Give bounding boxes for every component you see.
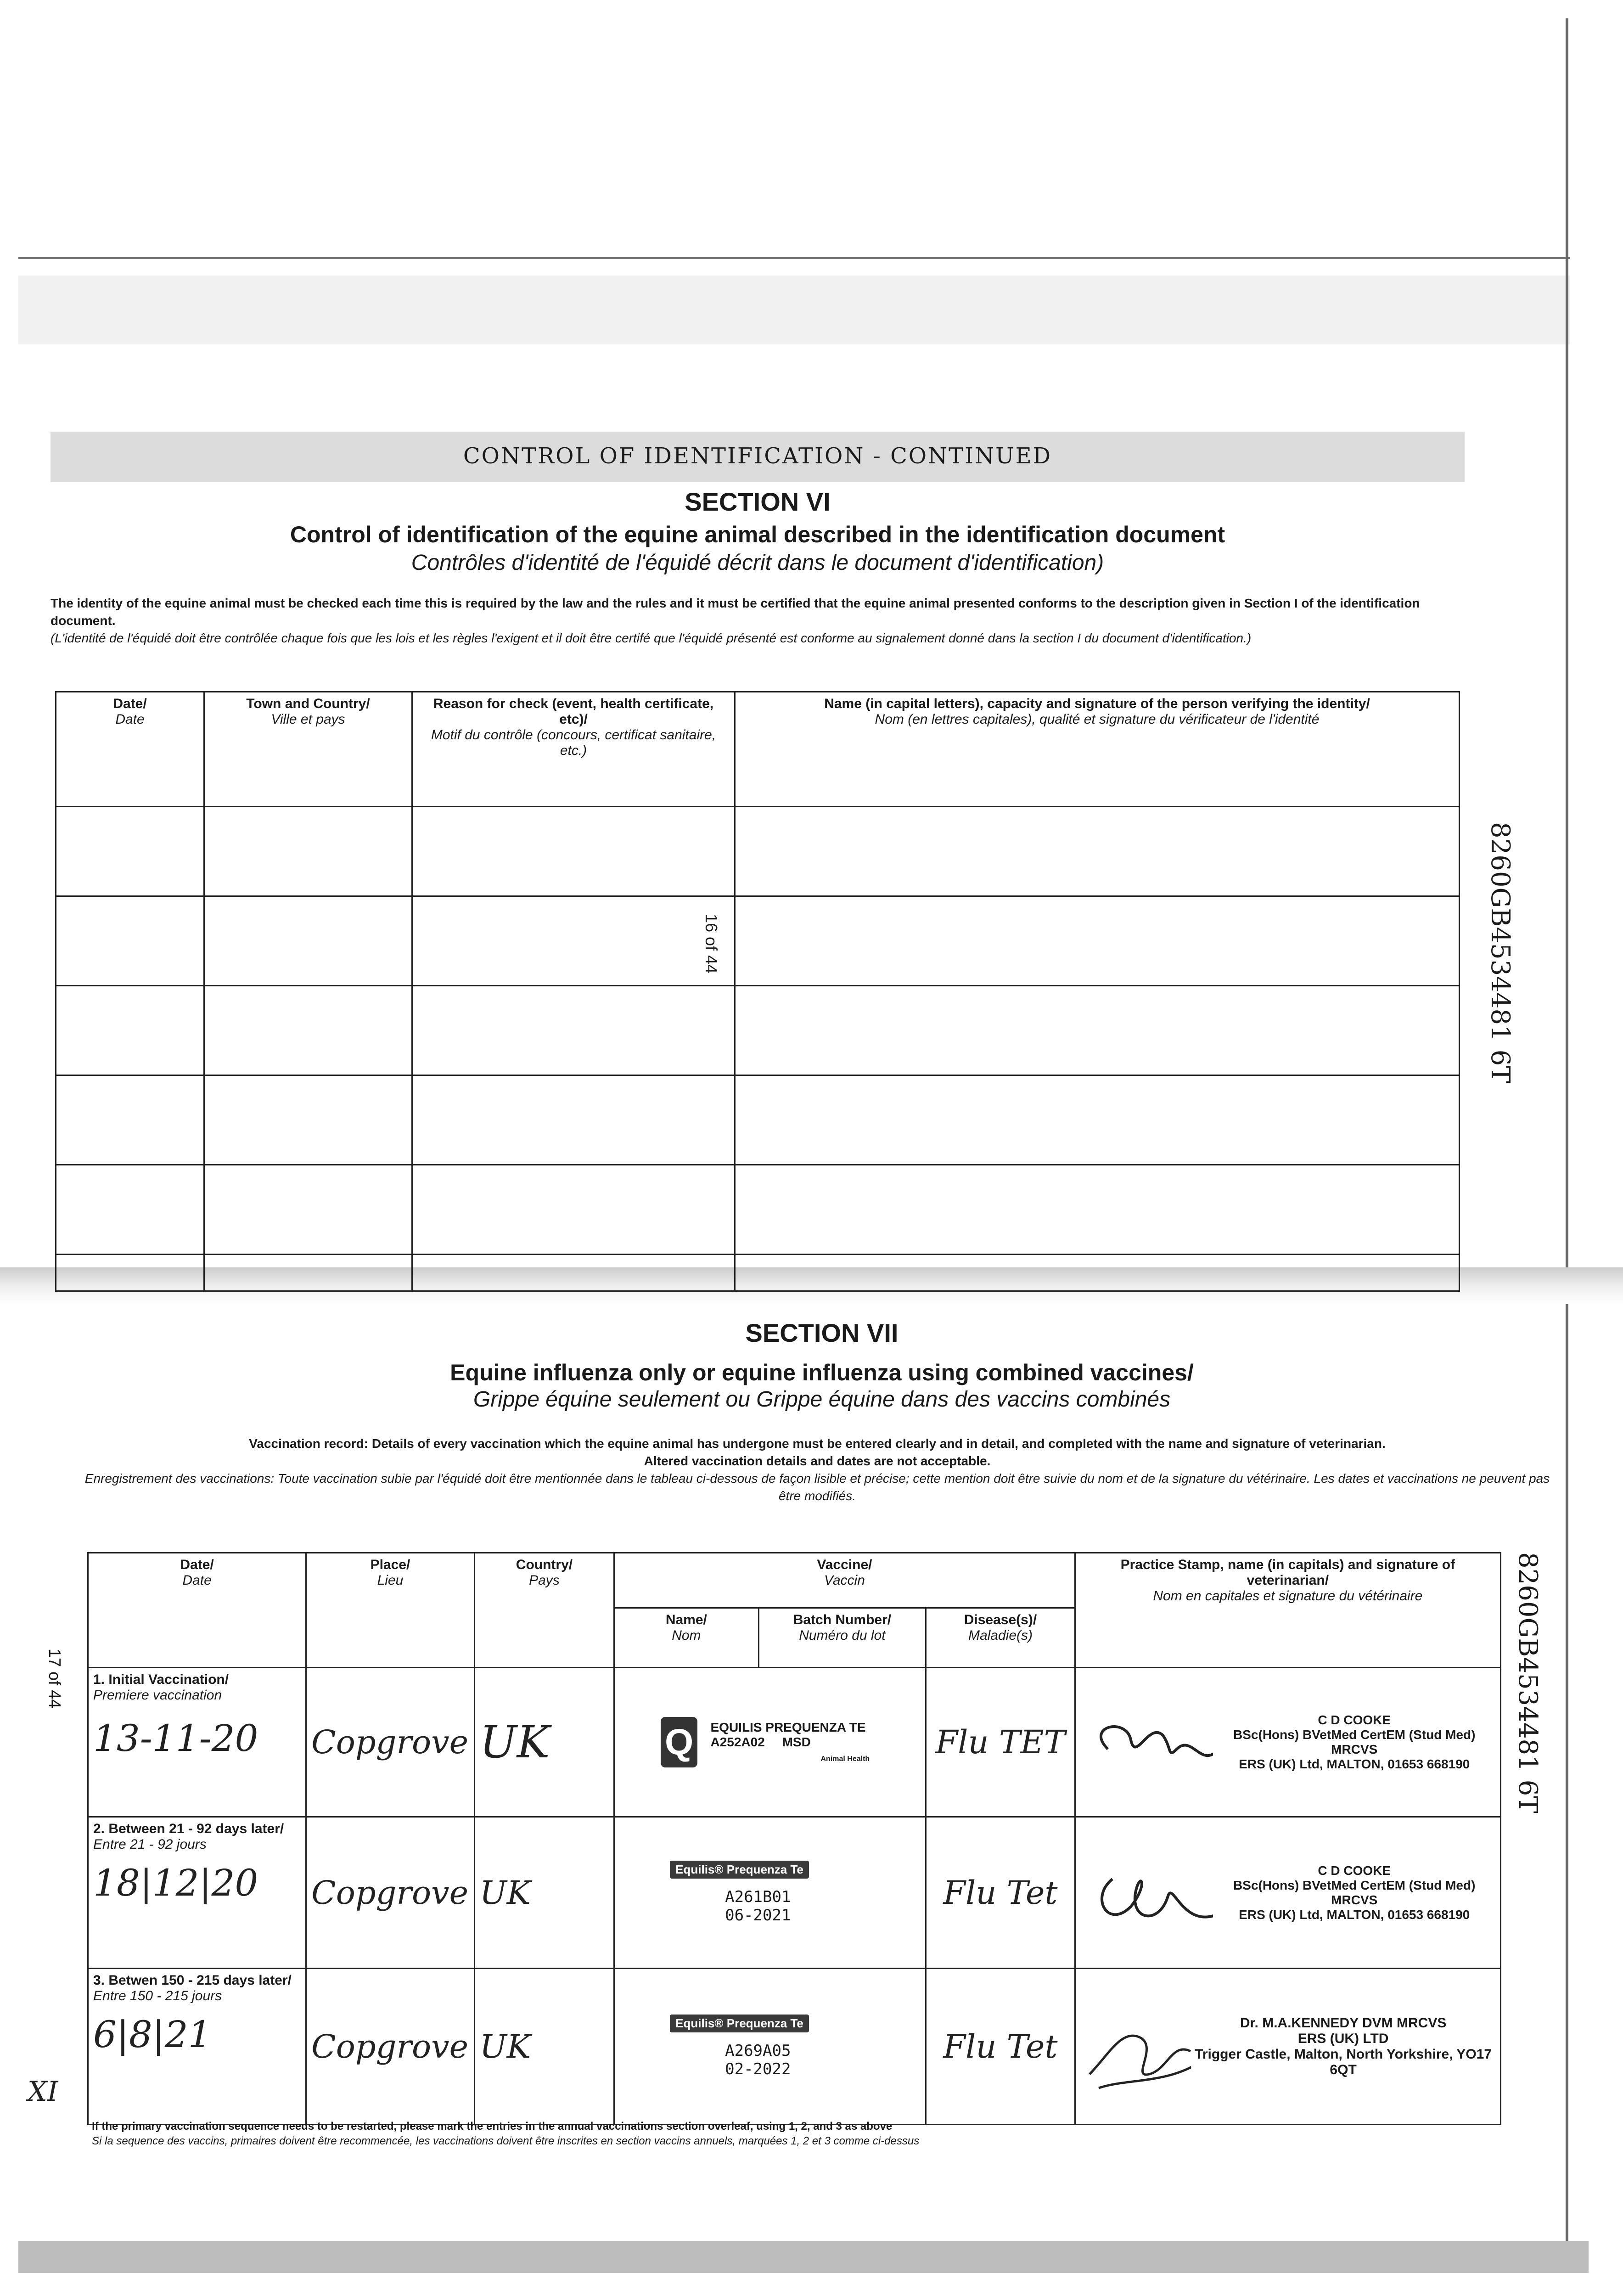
vacc-row-2-country: UK bbox=[479, 1874, 531, 1912]
vacc-row-1-stamp-name: C D COOKE bbox=[1318, 1713, 1391, 1727]
document-id-lower-text: 8260GB4534481 6T bbox=[1513, 1552, 1543, 1813]
vacc-row-2-stamp-name: C D COOKE bbox=[1318, 1863, 1391, 1878]
vacc-row-1-disease: Flu TET bbox=[935, 1723, 1066, 1761]
footer-fr: Si la sequence des vaccins, primaires doivent être recommencée, les vaccinations doivent être inscrites en section vaccins annuels, marquées 1, 2 et 3 comme ci-dessus bbox=[92, 2135, 920, 2147]
vacc-row-3-label: 3. Betwen 150 - 215 days later/ Entre 150 - 215 jours bbox=[93, 1973, 292, 2003]
vacc-row-3-stamp-line3: Trigger Castle, Malton, North Yorkshire, YO17 6QT bbox=[1195, 2046, 1492, 2077]
col-practice-stamp: Practice Stamp, name (in capitals) and signature of veterinarian/ Nom en capitales et signature du vétérinaire bbox=[1075, 1553, 1500, 1668]
vacc-row-3-place: Copgrove bbox=[311, 2027, 469, 2065]
identity-row-2 bbox=[56, 896, 1460, 986]
col-place: Place/ Lieu bbox=[306, 1553, 475, 1668]
identity-row-3 bbox=[56, 986, 1460, 1075]
vacc-row-2-country-cell bbox=[474, 1817, 614, 1969]
footer-en: If the primary vaccination sequence needs to be restarted, please mark the entries in the annual vaccinations section overleaf, using 1, 2, and 3 as above bbox=[92, 2120, 893, 2133]
identity-row-4 bbox=[56, 1075, 1460, 1165]
vacc-row-1-country-cell bbox=[474, 1668, 614, 1817]
col-vacc-date: Date/ Date bbox=[88, 1553, 306, 1668]
vacc-row-1-stamp-cell bbox=[1075, 1668, 1500, 1817]
signature-kennedy bbox=[1080, 2001, 1191, 2093]
signature-cooke-2 bbox=[1080, 1851, 1213, 1934]
document-id-upper bbox=[1485, 822, 1515, 1083]
col-disease: Disease(s)/ Maladie(s) bbox=[926, 1608, 1075, 1668]
vacc-row-2-vaccine-name: Equilis® Prequenza Te bbox=[670, 1861, 809, 1879]
page-number-17-text: 17 of 44 bbox=[45, 1649, 64, 1709]
vacc-row-1-place-cell bbox=[306, 1668, 475, 1817]
section6-subtitle-en: Control of identification of the equine animal described in the identification document bbox=[290, 522, 1225, 547]
col-reason: Reason for check (event, health certificate, etc)/ Motif du contrôle (concours, certificat sanitaire, etc.) bbox=[412, 692, 735, 807]
section6-note bbox=[51, 595, 1465, 647]
vacc-row-2-date-cell bbox=[88, 1817, 306, 1969]
section6-note-fr: (L'identité de l'équidé doit être contrôlée chaque fois que les lois et les règles l'exigent et il doit être certifé que l'équidé présenté est conforme au signalement donné dans la section I du document d'identification.) bbox=[51, 631, 1252, 645]
vacc-row-3-stamp-name: Dr. M.A.KENNEDY DVM MRCVS bbox=[1240, 2015, 1447, 2031]
section6-subtitle-fr: Contrôles d'identité de l'équidé décrit dans le document d'identification) bbox=[411, 551, 1104, 575]
section7-note-en-1: Vaccination record: Details of every vaccination which the equine animal has undergone must be entered clearly and in detail, and completed with the name and signature of veterinarian. bbox=[249, 1436, 1386, 1451]
vacc-row-2-place-cell bbox=[306, 1817, 475, 1969]
vacc-row-3-batch: A269A05 bbox=[725, 2042, 791, 2060]
vacc-row-1-label-sticker bbox=[614, 1668, 926, 1817]
vacc-row-1-date-cell bbox=[88, 1668, 306, 1817]
col-date: Date/ Date bbox=[56, 692, 204, 807]
vacc-row-1-place: Copgrove bbox=[311, 1723, 469, 1761]
document-id-upper-text: 8260GB4534481 6T bbox=[1485, 822, 1515, 1083]
vacc-row-3-stamp-cell bbox=[1075, 1969, 1500, 2125]
signature-cooke-1 bbox=[1080, 1708, 1213, 1777]
col-vaccine: Vaccine/ Vaccin bbox=[614, 1553, 1075, 1608]
vacc-row-1-batch: A252A02 bbox=[710, 1735, 765, 1749]
vacc-row-1-date: 13-11-20 bbox=[93, 1717, 258, 1760]
section7-title: SECTION VII bbox=[745, 1318, 899, 1347]
vacc-header-1 bbox=[88, 1553, 1501, 1608]
vacc-row-1-vaccine-name: EQUILIS PREQUENZA TE bbox=[710, 1720, 866, 1734]
vacc-row-2-label: 2. Between 21 - 92 days later/ Entre 21 - 92 jours bbox=[93, 1821, 284, 1852]
section7-subtitle-en: Equine influenza only or equine influenza using combined vaccines/ bbox=[450, 1360, 1194, 1385]
vacc-row-1-country: UK bbox=[479, 1716, 550, 1768]
vacc-row-3-expiry: 02-2022 bbox=[725, 2060, 791, 2078]
vacc-row-3-vaccine-name: Equilis® Prequenza Te bbox=[670, 2015, 809, 2032]
section7-footer bbox=[92, 2119, 1515, 2149]
identity-row-6 bbox=[56, 1255, 1460, 1291]
vacc-row-2-date: 18|12|20 bbox=[93, 1862, 258, 1904]
vacc-row-3-label-sticker bbox=[614, 1969, 926, 2125]
banner-title: CONTROL OF IDENTIFICATION - CONTINUED bbox=[463, 443, 1052, 469]
vacc-row-2-stamp-cell bbox=[1075, 1817, 1500, 1969]
msd-subtitle: Animal Health bbox=[820, 1755, 870, 1763]
vacc-row-3-disease: Flu Tet bbox=[943, 2027, 1058, 2065]
vacc-row-2 bbox=[88, 1817, 1501, 1969]
vacc-row-2-stamp-line3: ERS (UK) Ltd, MALTON, 01653 668190 bbox=[1239, 1907, 1470, 1922]
vacc-row-1-stamp-line2: BSc(Hons) BVetMed CertEM (Stud Med) MRCVS bbox=[1233, 1728, 1476, 1756]
q-logo-icon: Q bbox=[661, 1717, 697, 1767]
col-vaccine-name: Name/ Nom bbox=[614, 1608, 758, 1668]
vacc-row-2-label-sticker bbox=[614, 1817, 926, 1969]
document-id-lower bbox=[1513, 1552, 1543, 1813]
vacc-row-2-place: Copgrove bbox=[311, 1874, 469, 1912]
vacc-row-2-expiry: 06-2021 bbox=[725, 1906, 791, 1925]
vacc-row-3-date-cell bbox=[88, 1969, 306, 2125]
vacc-row-3-place-cell bbox=[306, 1969, 475, 2125]
vaccination-table bbox=[87, 1552, 1501, 2125]
vacc-row-3-country: UK bbox=[479, 2027, 531, 2065]
page-number-16-text: 16 of 44 bbox=[702, 914, 721, 974]
page-binding-edge bbox=[1566, 18, 1568, 2268]
vacc-row-2-disease-cell bbox=[926, 1817, 1075, 1969]
vacc-row-1-disease-cell bbox=[926, 1668, 1075, 1817]
vacc-row-3-country-cell bbox=[474, 1969, 614, 2125]
col-batch: Batch Number/ Numéro du lot bbox=[758, 1608, 926, 1668]
section7-note-fr: Enregistrement des vaccinations: Toute vaccination subie par l'équidé doit être mentionnée dans le tableau ci-dessous de façon lisible et précise; cette mention doit être suivie du nom et de la signature du vétérinaire. Les dates et vaccinations ne peuvent pas être modifiés. bbox=[84, 1471, 1550, 1503]
scan-edge-bottom bbox=[18, 2241, 1589, 2273]
vacc-row-1-stamp-line3: ERS (UK) Ltd, MALTON, 01653 668190 bbox=[1239, 1757, 1470, 1771]
section6-note-en: The identity of the equine animal must be checked each time this is required by the law and the rules and it must be certified that the equine animal presented conforms to the description given in Section I of the identification document. bbox=[51, 596, 1420, 628]
vacc-row-2-batch: A261B01 bbox=[725, 1888, 791, 1906]
section6-title: SECTION VI bbox=[685, 487, 831, 516]
vacc-row-2-stamp-line2: BSc(Hons) BVetMed CertEM (Stud Med) MRCVS bbox=[1233, 1878, 1476, 1907]
col-verifier: Name (in capital letters), capacity and signature of the person verifying the identity/ Nom (en lettres capitales), qualité et signature du vérificateur de l'identité bbox=[735, 692, 1460, 807]
msd-logo: MSD bbox=[782, 1735, 811, 1749]
scan-noise-band bbox=[18, 276, 1570, 344]
section7-subtitle-fr: Grippe équine seulement ou Grippe équine dans des vaccins combinés bbox=[473, 1387, 1171, 1412]
col-country: Country/ Pays bbox=[474, 1553, 614, 1668]
section7-note bbox=[83, 1435, 1552, 1505]
page-number-17 bbox=[45, 1649, 64, 1708]
vacc-row-3-disease-cell bbox=[926, 1969, 1075, 2125]
vacc-row-1-label: 1. Initial Vaccination/ Premiere vaccination bbox=[93, 1672, 229, 1703]
vacc-row-3 bbox=[88, 1969, 1501, 2125]
vacc-row-2-disease: Flu Tet bbox=[943, 1874, 1058, 1912]
vacc-row-3-stamp-line2: ERS (UK) LTD bbox=[1297, 2031, 1389, 2046]
margin-mark: XI bbox=[28, 2076, 58, 2108]
col-town: Town and Country/ Ville et pays bbox=[204, 692, 412, 807]
section7-note-en-2: Altered vaccination details and dates are not acceptable. bbox=[644, 1454, 991, 1468]
identity-row-1 bbox=[56, 807, 1460, 896]
identity-check-header bbox=[56, 692, 1460, 807]
vacc-row-1 bbox=[88, 1668, 1501, 1817]
identity-check-table bbox=[55, 691, 1460, 1292]
vacc-row-3-date: 6|8|21 bbox=[93, 2013, 212, 2056]
identity-row-5 bbox=[56, 1165, 1460, 1255]
